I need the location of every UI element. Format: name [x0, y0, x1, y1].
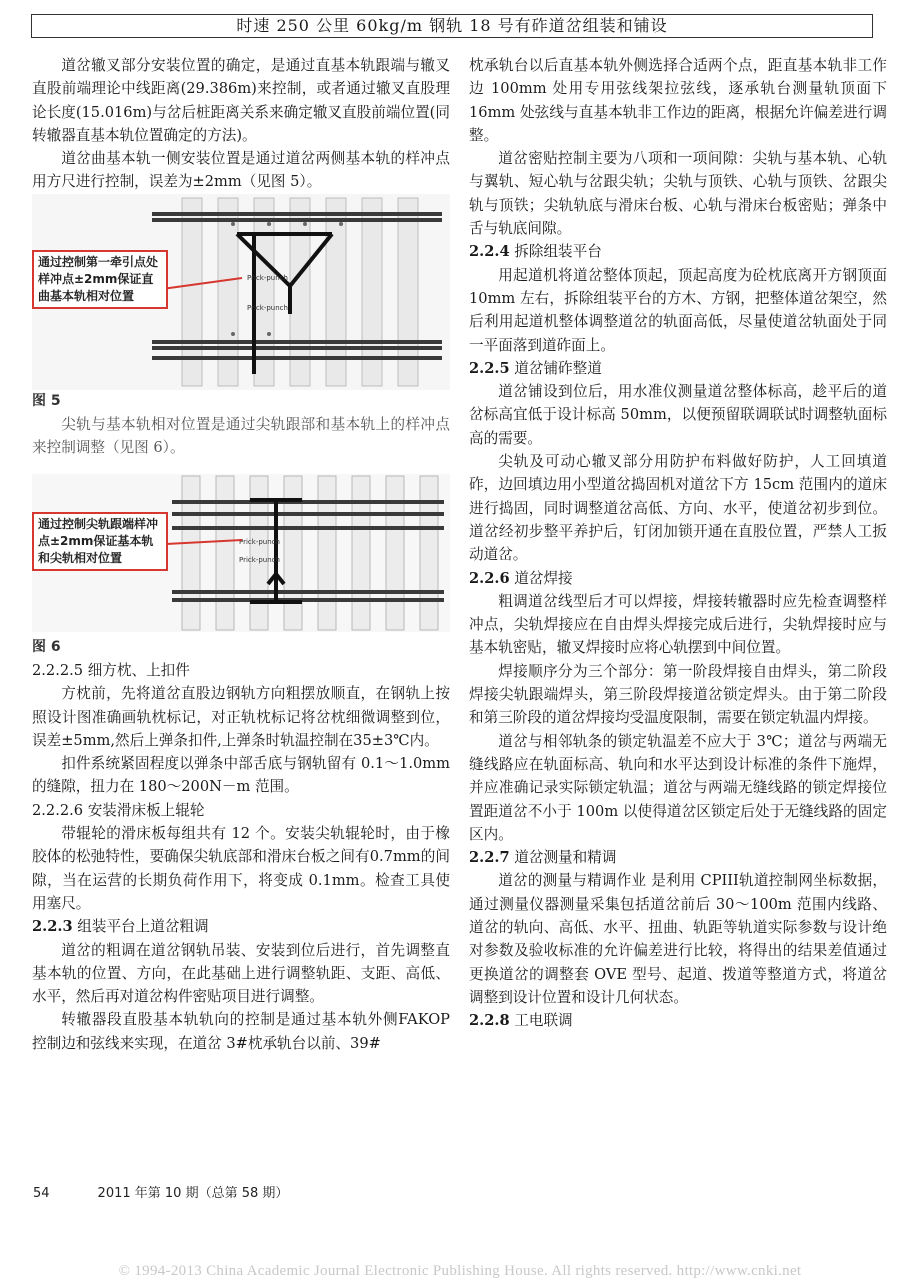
section-number: 2.2.5 [469, 359, 510, 377]
figure-6-caption: 图 6 [32, 638, 61, 655]
figure-5-caption: 图 5 [32, 392, 61, 409]
prick-punch-label: Prick-punch [247, 273, 288, 282]
right-column [469, 54, 887, 1032]
paragraph: 用起道机将道岔整体顶起，顶起高度为砼枕底离开方钢顶面 10mm 左右，拆除组装平台的方木、方钢，把整体道岔架空，然后利用起道机整体调整道岔的轨面高低，尽量使道岔轨面处于同一平面落到道砟面上。 [469, 266, 887, 354]
left-column [32, 54, 450, 1055]
section-title: 拆除组装平台 [509, 243, 602, 261]
section-heading [469, 1009, 887, 1032]
paragraph: 带辊轮的滑床板每组共有 12 个。安装尖轨辊轮时，由于橡胶体的松弛特性，要确保尖轨底部和滑床台板之间有0.7mm的间隙，当在运营的长期负荷作用下，将变成 0.1mm。检查工具使用塞尺。 [32, 825, 450, 912]
section-heading [469, 567, 887, 590]
paragraph: 道岔铺设到位后，用水准仪测量道岔整体标高，趁平后的道岔标高宜低于设计标高 50mm，以便预留联调联试时调整轨面标高的需要。 [469, 383, 887, 447]
paragraph: 粗调道岔线型后才可以焊接，焊接转辙器时应先检查调整样冲点，尖轨焊接应在自由焊头焊接完成后进行，尖轨焊接时应与基本轨密贴，辙叉焊接时应将心轨摆到中间位置。 [469, 592, 887, 657]
paragraph: 道岔辙叉部分安装位置的确定，是通过直基本轨跟端与辙叉直股前端理论中线距离(29.386m)来控制，或者通过辙叉直股理论长度(15.016m)与岔后桩距离关系来确定辙叉直股前端位置(同转辙器直基本轨位置确定的方法)。 [32, 57, 450, 144]
paragraph: 尖轨及可动心辙叉部分用防护布料做好防护，人工回填道砟，边回填边用小型道岔捣固机对道岔下方 15cm 范围内的道床进行捣固，同时调整道岔高低、方向、水平，使道岔初步到位。道岔经初步整平养护后，钉闭加锁开通在直股位置，严禁人工扳动道岔。 [469, 453, 887, 564]
page-number: 54 [33, 1186, 50, 1201]
section-title: 组装平台上道岔粗调 [72, 918, 209, 936]
section-number: 2.2.8 [469, 1012, 510, 1030]
issue-info: 2011 年第 10 期（总第 58 期） [97, 1186, 289, 1201]
paragraph: 道岔的粗调在道岔钢轨吊装、安装到位后进行，首先调整直基本轨的位置、方向，在此基础上进行调整轨距、支距、高低、水平，然后再对道岔构件密贴项目进行调整。 [32, 941, 450, 1006]
figure-6-callout: 通过控制尖轨跟端样冲点±2mm保证基本轨和尖轨相对位置 [32, 512, 168, 571]
subsection-heading: 2.2.2.5 细方枕、上扣件 [32, 661, 190, 679]
section-number: 2.2.4 [469, 243, 510, 261]
paragraph: 方枕前，先将道岔直股边钢轨方向粗摆放顺直，在钢轨上按照设计图准确画轨枕标记，对正轨枕标记将岔枕细微调整到位，误差±5mm,然后上弹条扣件,上弹条时轨温控制在35±3℃内。 [32, 685, 450, 749]
page-footer [33, 1182, 336, 1201]
copyright-watermark: © 1994-2013 China Academic Journal Electronic Publishing House. All rights reserved. http://www.cnki.net [118, 1263, 802, 1279]
prick-punch-label: Prick-punch [247, 303, 288, 312]
section-title: 道岔铺砟整道 [509, 359, 602, 377]
section-number: 2.2.3 [32, 918, 73, 936]
section-heading [469, 357, 887, 380]
paragraph: 道岔与相邻轨条的锁定轨温差不应大于 3℃；道岔与两端无缝线路应在轨面标高、轨向和水平达到设计标准的条件下施焊，并应准确记录实际锁定轨温；道岔与两端无缝线路的锁定焊接位置距道岔不小于 100m 以使得道岔区锁定后处于无缝线路的固定区内。 [469, 732, 887, 843]
prick-punch-label: Prick-punch [239, 537, 280, 546]
figure-5-callout: 通过控制第一牵引点处样冲点±2mm保证直曲基本轨相对位置 [32, 250, 168, 309]
subsection-heading: 2.2.2.6 安装滑床板上辊轮 [32, 801, 205, 819]
paragraph: 枕承轨台以后直基本轨外侧选择合适两个点，距直基本轨非工作边 100mm 处用专用弦线架拉弦线，逐承轨台测量轨顶面下 16mm 处弦线与直基本轨非工作边的距离，根据允许偏差进行调整。 [469, 57, 887, 144]
section-title: 道岔测量和精调 [509, 849, 617, 867]
section-number: 2.2.7 [469, 849, 510, 867]
paragraph: 道岔的测量与精调作业 是利用 CPIII轨道控制网坐标数据，通过测量仪器测量采集包括道岔前后 30～100m 范围内线路、道岔的轨向、高低、水平、扭曲、轨距等轨道实际参数与设计绝对参数及验收标准的允许偏差进行比较，将得出的结果差值通过更换道岔的调整套 OVE 型号、起道、拨道等整道方式，将道岔调整到设计位置和设计几何状态。 [469, 872, 887, 1006]
section-number: 2.2.6 [469, 569, 510, 587]
running-header: 时速 250 公里 60kg/m 钢轨 18 号有砟道岔组装和铺设 [31, 14, 873, 38]
paragraph: 转辙器段直股基本轨轨向的控制是通过基本轨外侧FAKOP 控制边和弦线来实现，在道岔 3#枕承轨台以前、39# [32, 1011, 450, 1052]
paragraph: 道岔密贴控制主要为八项和一项间隙：尖轨与基本轨、心轨与翼轨、短心轨与岔跟尖轨；尖轨与顶铁、心轨与顶铁、岔跟尖轨与顶铁；尖轨轨底与滑床台板、心轨与滑床台板密贴；弹条中舌与轨底间隙。 [469, 150, 887, 238]
paragraph: 焊接顺序分为三个部分：第一阶段焊接自由焊头，第二阶段焊接尖轨跟端焊头，第三阶段焊接道岔锁定焊头。由于第二阶段和第三阶段的道岔焊接均受温度限制，需要在锁定轨温内焊接。 [469, 662, 887, 727]
section-heading [469, 240, 887, 263]
paragraph: 扣件系统紧固程度以弹条中部舌底与钢轨留有 0.1～1.0mm 的缝隙，扭力在 180～200N－m 范围。 [32, 755, 450, 796]
section-heading [32, 915, 450, 938]
paragraph: 尖轨与基本轨相对位置是通过尖轨跟部和基本轨上的样冲点来控制调整（见图 6）。 [32, 416, 450, 457]
section-title: 工电联调 [509, 1012, 573, 1030]
figure-6 [32, 474, 450, 632]
section-title: 道岔焊接 [509, 569, 573, 587]
figure-5 [32, 194, 450, 390]
prick-punch-label: Prick-punch [239, 555, 280, 564]
paragraph: 道岔曲基本轨一侧安装位置是通过道岔两侧基本轨的样冲点用方尺进行控制，误差为±2mm（见图 5）。 [32, 150, 450, 191]
section-heading [469, 846, 887, 869]
